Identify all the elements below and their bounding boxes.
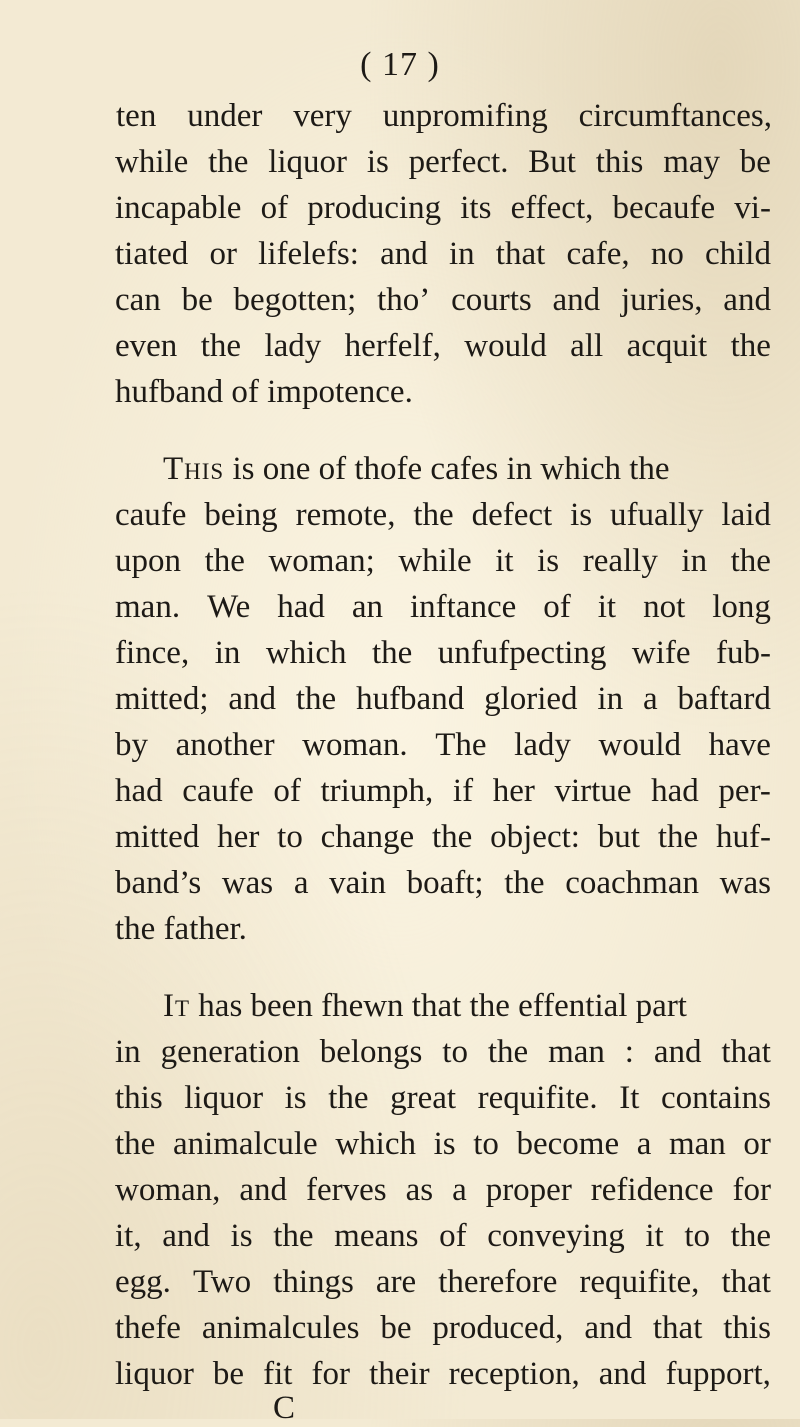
text-line: mitted; and the hufband gloried in a baftard xyxy=(115,681,771,717)
text-line: the father. xyxy=(115,911,247,947)
text-line: thefe animalcules be produced, and that this xyxy=(115,1310,771,1346)
text-line: it, and is the means of conveying it to the xyxy=(115,1218,771,1254)
page-number: ( 17 ) xyxy=(360,46,440,83)
line-rest: has been fhewn that the effential part xyxy=(190,988,687,1024)
text-line: while the liquor is perfect. But this may be xyxy=(115,144,771,180)
text-line xyxy=(163,983,771,1029)
text-line: liquor be fit for their reception, and fupport, xyxy=(115,1356,771,1392)
text-line: this liquor is the great requifite. It contains xyxy=(115,1080,771,1116)
text-line: band’s was a vain boaft; the coachman was xyxy=(115,865,771,901)
lead-word: This xyxy=(163,451,225,487)
text-line: even the lady herfelf, would all acquit the xyxy=(115,328,771,364)
text-line: fince, in which the unfufpecting wife fub- xyxy=(115,635,771,671)
text-line: caufe being remote, the defect is ufually laid xyxy=(115,497,771,533)
catchword: C xyxy=(273,1390,296,1426)
text-line: the animalcule which is to become a man or xyxy=(115,1126,771,1162)
text-line: hufband of impotence. xyxy=(115,374,413,410)
text-line: egg. Two things are therefore requifite, that xyxy=(115,1264,771,1300)
text-line: woman, and ferves as a proper refidence for xyxy=(115,1172,771,1208)
text-line: upon the woman; while it is really in the xyxy=(115,543,771,579)
text-line: mitted her to change the object: but the huf- xyxy=(115,819,771,855)
text-line: in generation belongs to the man : and that xyxy=(115,1034,771,1070)
text-line xyxy=(163,446,771,492)
text-line: can be begotten; tho’ courts and juries, and xyxy=(115,282,771,318)
text-line: incapable of producing its effect, becaufe vi- xyxy=(115,190,771,226)
text-line: ten under very unpromifing circumftances, xyxy=(116,98,772,134)
text-line: tiated or lifelefs: and in that cafe, no child xyxy=(115,236,771,272)
text-line: man. We had an inftance of it not long xyxy=(115,589,771,625)
text-line: by another woman. The lady would have xyxy=(115,727,771,763)
text-line: had caufe of triumph, if her virtue had per- xyxy=(115,773,771,809)
line-rest: is one of thofe cafes in which the xyxy=(224,451,670,487)
lead-word: It xyxy=(163,988,191,1024)
